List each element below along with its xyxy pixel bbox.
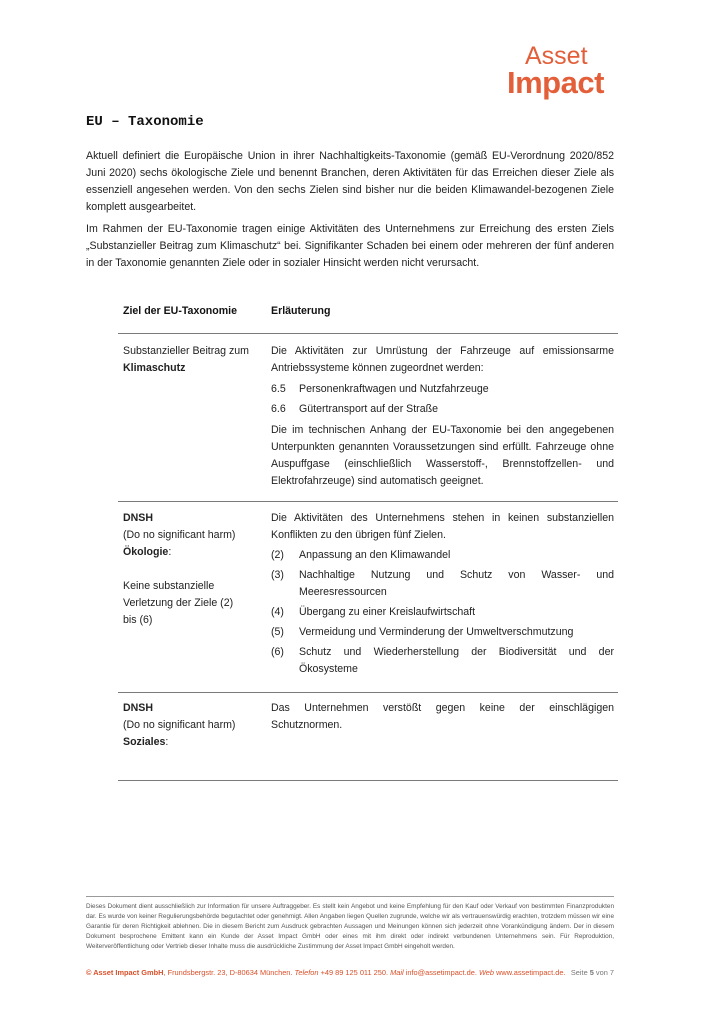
list-item xyxy=(271,624,614,641)
list-item-number: (3) xyxy=(271,569,284,581)
table-bottom-rule xyxy=(118,780,618,781)
row2-bottom-rule xyxy=(118,692,618,693)
list-item-text: Vermeidung und Verminderung der Umweltverschmutzung xyxy=(299,626,574,638)
list-item-text: Anpassung an den Klimawandel xyxy=(299,549,451,561)
row1-explanation-cell xyxy=(271,343,614,490)
row3-category-colon: : xyxy=(165,736,169,748)
list-item-text: Nachhaltige Nutzung und Schutz von Wasser- und Meeresressourcen xyxy=(299,569,614,598)
row3-explanation-cell: Das Unternehmen verstößt gegen keine der einschlägigen Schutznormen. xyxy=(271,702,614,731)
table-header-goal: Ziel der EU-Taxonomie xyxy=(123,305,238,317)
list-item-number: (4) xyxy=(271,606,284,618)
row3-category-bold: Soziales xyxy=(123,736,166,748)
list-item xyxy=(271,604,614,621)
footer-phone-label: Telefon xyxy=(294,968,319,977)
footer-mail[interactable]: info@assetimpact.de. xyxy=(403,968,479,977)
footer-mail-label: Mail xyxy=(390,968,404,977)
footer-address: , Frundsbergstr. 23, D-80634 München. xyxy=(163,968,295,977)
row2-explanation-cell xyxy=(271,510,614,678)
page-number xyxy=(571,968,614,977)
row1-outro: Die im technischen Anhang der EU-Taxonomie bei den angegebenen Unterpunkten genannten Voraussetzungen sind erfüllt. Fahrzeuge ohne Auspuffgase (einschließlich Wasserstoff-, Brennstoffzellen- und Elektrofahrzeuge) sind automatisch geeignet. xyxy=(271,424,614,487)
footer-rule xyxy=(86,896,614,897)
logo-line-asset: Asset xyxy=(525,42,588,70)
list-item xyxy=(271,644,614,678)
footer-company: © Asset Impact GmbH xyxy=(86,968,164,977)
intro-paragraph-2: Im Rahmen der EU-Taxonomie tragen einige Aktivitäten des Unternehmens zur Erreichung des ersten Ziels „Substanzieller Beitrag zum Klimaschutz“ bei. Signifikanter Schaden bei einem oder mehreren der fünf anderen in der Taxonomie genannten Ziele oder in sozialer Hinsicht werden nicht verursacht. xyxy=(86,223,614,269)
row2-dnsh-label: DNSH xyxy=(123,512,154,524)
page-prefix: Seite xyxy=(570,968,590,977)
row1-intro: Die Aktivitäten zur Umrüstung der Fahrzeuge auf emissionsarme Antriebssysteme können zugeordnet werden: xyxy=(271,345,614,374)
row3-dnsh-subtitle: (Do no significant harm) xyxy=(123,719,236,731)
table-header-rule xyxy=(118,333,618,334)
logo-line-impact: Impact xyxy=(507,65,604,100)
list-item-text: Schutz und Wiederherstellung der Biodiversität und der Ökosysteme xyxy=(299,646,614,675)
list-item-text: Gütertransport auf der Straße xyxy=(299,403,438,415)
footer-web[interactable]: www.assetimpact.de. xyxy=(494,968,566,977)
footer-contact-line xyxy=(86,968,614,977)
row2-intro: Die Aktivitäten des Unternehmens stehen in keinen substanziellen Konflikten zu den übrigen fünf Zielen. xyxy=(271,512,614,541)
page-title: EU – Taxonomie xyxy=(86,114,204,130)
row2-category xyxy=(123,544,263,561)
footer-phone: +49 89 125 011 250. xyxy=(318,968,391,977)
list-item-number: (6) xyxy=(271,646,284,658)
list-item-number: (2) xyxy=(271,549,284,561)
row2-note: Keine substanzielle Verletzung der Ziele (2) bis (6) xyxy=(123,580,234,626)
row1-bottom-rule xyxy=(118,501,618,502)
list-item-number: 6.6 xyxy=(271,403,286,415)
row1-goal-cell xyxy=(123,343,263,377)
page-current: 5 xyxy=(589,968,594,977)
row3-goal-cell xyxy=(123,700,263,751)
footer-disclaimer: Dieses Dokument dient ausschließlich zur Information für unsere Auftraggeber. Es stellt kein Angebot und keine Empfehlung für den Kauf oder Verkauf von bestimmten Finanzprodukten dar. Es wurde von keiner Regulierungsbehörde begutachtet oder genehmigt. Allen Angaben liegen Quellen zugrunde, welche wir als vertrauenswürdig erachten, trotzdem müssen wir eine Garantie für deren Richtigkeit ablehnen. Die in diesem Bericht zum Ausdruck gebrachten Aussagen und Meinungen können sich jederzeit ohne Vorankündigung ändern. Der in diesem Dokument besprochene Emittent kann ein Kunde der Asset Impact GmbH oder eines mit ihm direkt oder indirekt verbundenen Unternehmens sein. Für Reproduktion, Weiterveröffentlichung oder Vertrieb dieser Inhalte muss die ausdrückliche Zustimmung der Asset Impact GmbH eingeholt werden. xyxy=(86,903,614,950)
page-suffix: von 7 xyxy=(593,968,614,977)
intro-paragraph-1: Aktuell definiert die Europäische Union in ihrer Nachhaltigkeits-Taxonomie (gemäß EU-Verordnung 2020/852 Juni 2020) sechs ökologische Ziele und benennt Branchen, deren Aktivitäten für das Erreichen dieser Ziele als essenziell angesehen werden. Von den sechs Zielen sind bisher nur die beiden Klimawandel-bezogenen Ziele komplett ausgearbeitet. xyxy=(86,150,614,213)
row3-dnsh-label: DNSH xyxy=(123,702,154,714)
list-item-text: Übergang zu einer Kreislaufwirtschaft xyxy=(299,606,476,618)
list-item-number: (5) xyxy=(271,626,284,638)
row1-goal-bold: Klimaschutz xyxy=(123,362,186,374)
list-item-number: 6.5 xyxy=(271,383,286,395)
row2-category-bold: Ökologie xyxy=(123,546,169,558)
row3-category xyxy=(123,734,263,751)
list-item xyxy=(271,381,614,398)
row2-dnsh-subtitle: (Do no significant harm) xyxy=(123,529,236,541)
list-item-text: Personenkraftwagen und Nutzfahrzeuge xyxy=(299,383,489,395)
list-item xyxy=(271,567,614,601)
list-item xyxy=(271,547,614,564)
row2-category-colon: : xyxy=(168,546,172,558)
row1-goal-line: Substanzieller Beitrag zum xyxy=(123,345,250,357)
list-item xyxy=(271,401,614,418)
company-logo xyxy=(507,44,613,98)
row2-goal-cell xyxy=(123,510,263,629)
footer-web-label: Web xyxy=(478,968,495,977)
table-header-explanation: Erläuterung xyxy=(271,305,331,317)
